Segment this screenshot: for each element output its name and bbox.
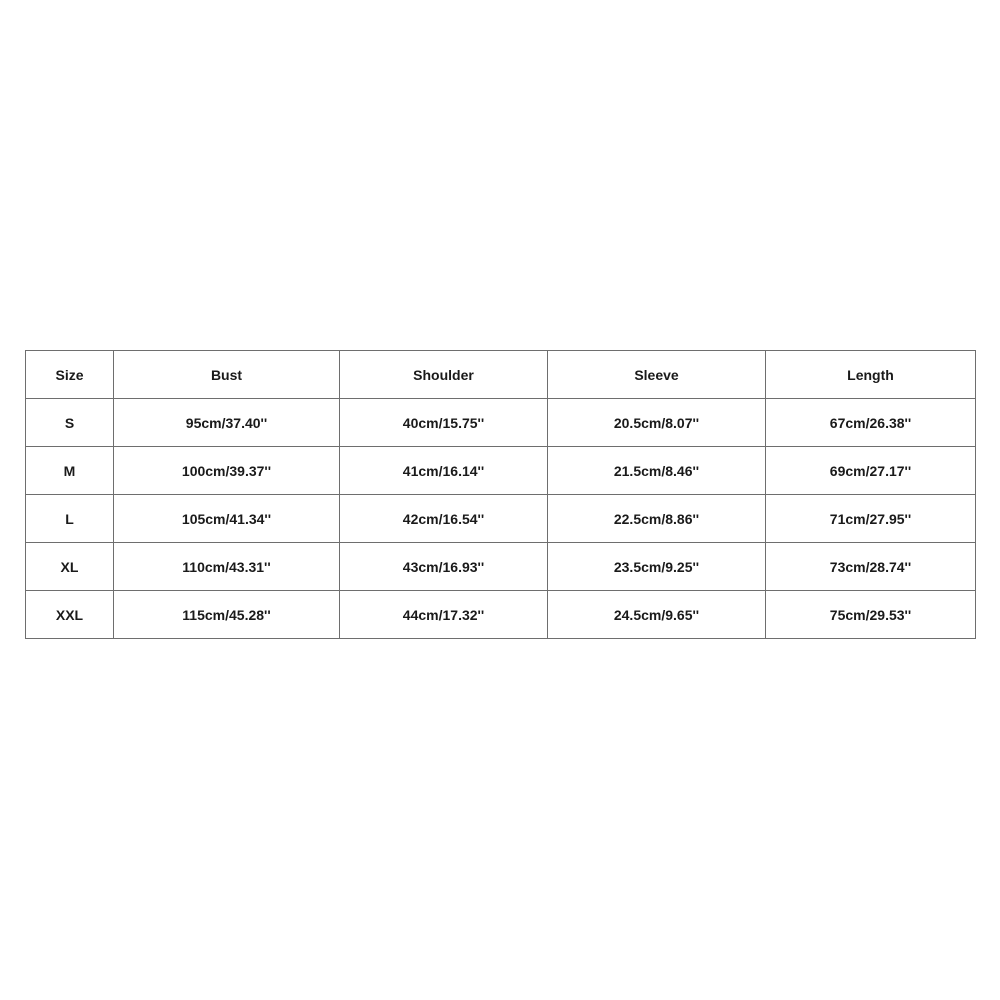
- table-row: [26, 495, 976, 543]
- cell-shoulder: 42cm/16.54'': [340, 495, 548, 543]
- cell-sleeve: 21.5cm/8.46'': [548, 447, 766, 495]
- cell-length: 75cm/29.53'': [766, 591, 976, 639]
- cell-size: XL: [26, 543, 114, 591]
- cell-bust: 100cm/39.37'': [114, 447, 340, 495]
- cell-sleeve: 23.5cm/9.25'': [548, 543, 766, 591]
- cell-bust: 115cm/45.28'': [114, 591, 340, 639]
- cell-length: 73cm/28.74'': [766, 543, 976, 591]
- cell-length: 71cm/27.95'': [766, 495, 976, 543]
- cell-size: M: [26, 447, 114, 495]
- cell-length: 67cm/26.38'': [766, 399, 976, 447]
- cell-bust: 110cm/43.31'': [114, 543, 340, 591]
- table-row: [26, 447, 976, 495]
- header-length: Length: [766, 351, 976, 399]
- cell-bust: 95cm/37.40'': [114, 399, 340, 447]
- cell-size: S: [26, 399, 114, 447]
- cell-shoulder: 41cm/16.14'': [340, 447, 548, 495]
- cell-shoulder: 44cm/17.32'': [340, 591, 548, 639]
- size-chart-table: [25, 350, 976, 639]
- cell-size: L: [26, 495, 114, 543]
- header-size: Size: [26, 351, 114, 399]
- header-shoulder: Shoulder: [340, 351, 548, 399]
- cell-shoulder: 40cm/15.75'': [340, 399, 548, 447]
- table-row: [26, 543, 976, 591]
- cell-sleeve: 20.5cm/8.07'': [548, 399, 766, 447]
- table-row: [26, 591, 976, 639]
- cell-sleeve: 22.5cm/8.86'': [548, 495, 766, 543]
- cell-length: 69cm/27.17'': [766, 447, 976, 495]
- header-bust: Bust: [114, 351, 340, 399]
- header-sleeve: Sleeve: [548, 351, 766, 399]
- table-header-row: [26, 351, 976, 399]
- cell-shoulder: 43cm/16.93'': [340, 543, 548, 591]
- cell-size: XXL: [26, 591, 114, 639]
- cell-bust: 105cm/41.34'': [114, 495, 340, 543]
- cell-sleeve: 24.5cm/9.65'': [548, 591, 766, 639]
- table-row: [26, 399, 976, 447]
